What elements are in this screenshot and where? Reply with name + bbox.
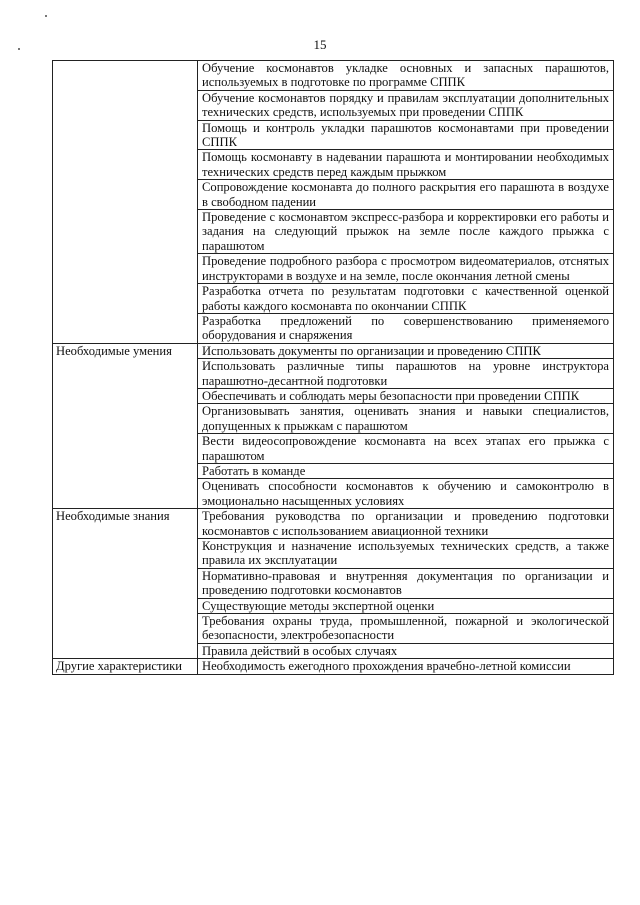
row-category-label: Необходимые умения (53, 343, 198, 508)
row-description-cell: Организовывать занятия, оценивать знания и навыки специалистов, допущенных к прыжкам с парашютом (198, 404, 614, 434)
row-description-cell: Помощь космонавту в надевании парашюта и монтировании необходимых технических средств перед каждым прыжком (198, 150, 614, 180)
row-description-cell: Использовать документы по организации и проведению СППК (198, 343, 614, 358)
row-description-cell: Требования охраны труда, промышленной, пожарной и экологической безопасности, электробезопасности (198, 614, 614, 644)
row-description-cell: Необходимость ежегодного прохождения врачебно-летной комиссии (198, 659, 614, 674)
qualification-table (52, 60, 614, 675)
row-description-cell: Нормативно-правовая и внутренняя документация по организации и проведению подготовки космонавтов (198, 568, 614, 598)
table-row (53, 61, 614, 91)
row-description-cell: Разработка предложений по совершенствованию применяемого оборудования и снаряжения (198, 313, 614, 343)
row-description-cell: Проведение подробного разбора с просмотром видеоматериалов, отснятых инструкторами в воздухе и на земле, после окончания летной смены (198, 254, 614, 284)
row-category-label: Необходимые знания (53, 509, 198, 659)
table-row (53, 343, 614, 358)
row-description-cell: Сопровождение космонавта до полного раскрытия его парашюта в воздухе в свободном падении (198, 180, 614, 210)
row-description-cell: Правила действий в особых случаях (198, 643, 614, 658)
row-description-cell: Обучение космонавтов порядку и правилам эксплуатации дополнительных технических средств, используемых при проведении СППК (198, 90, 614, 120)
row-description-cell: Использовать различные типы парашютов на уровне инструктора парашютно-десантной подготовки (198, 359, 614, 389)
qualification-table-body (53, 61, 614, 675)
table-row (53, 659, 614, 674)
row-description-cell: Обучение космонавтов укладке основных и запасных парашютов, используемых в подготовке по программе СППК (198, 61, 614, 91)
row-description-cell: Вести видеосопровождение космонавта на всех этапах его прыжка с парашютом (198, 434, 614, 464)
row-description-cell: Обеспечивать и соблюдать меры безопасности при проведении СППК (198, 388, 614, 403)
row-category-label: Другие характеристики (53, 659, 198, 674)
row-description-cell: Требования руководства по организации и проведению подготовки космонавтов с использованием авиационной техники (198, 509, 614, 539)
scan-mark (45, 15, 47, 17)
row-description-cell: Помощь и контроль укладки парашютов космонавтами при проведении СППК (198, 120, 614, 150)
row-description-cell: Оценивать способности космонавтов к обучению и самоконтролю в эмоционально насыщенных условиях (198, 479, 614, 509)
row-description-cell: Проведение с космонавтом экспресс-разбора и корректировки его работы и задания на следующий прыжок на земле после каждого прыжка с парашютом (198, 210, 614, 254)
row-description-cell: Существующие методы экспертной оценки (198, 598, 614, 613)
table-row (53, 509, 614, 539)
row-description-cell: Конструкция и назначение используемых технических средств, а также правила их эксплуатации (198, 539, 614, 569)
row-description-cell: Разработка отчета по результатам подготовки с качественной оценкой работы каждого космонавта по окончании СППК (198, 284, 614, 314)
page-number: 15 (313, 37, 327, 52)
row-category-label (53, 61, 198, 344)
scan-mark (18, 48, 20, 50)
row-description-cell: Работать в команде (198, 463, 614, 478)
